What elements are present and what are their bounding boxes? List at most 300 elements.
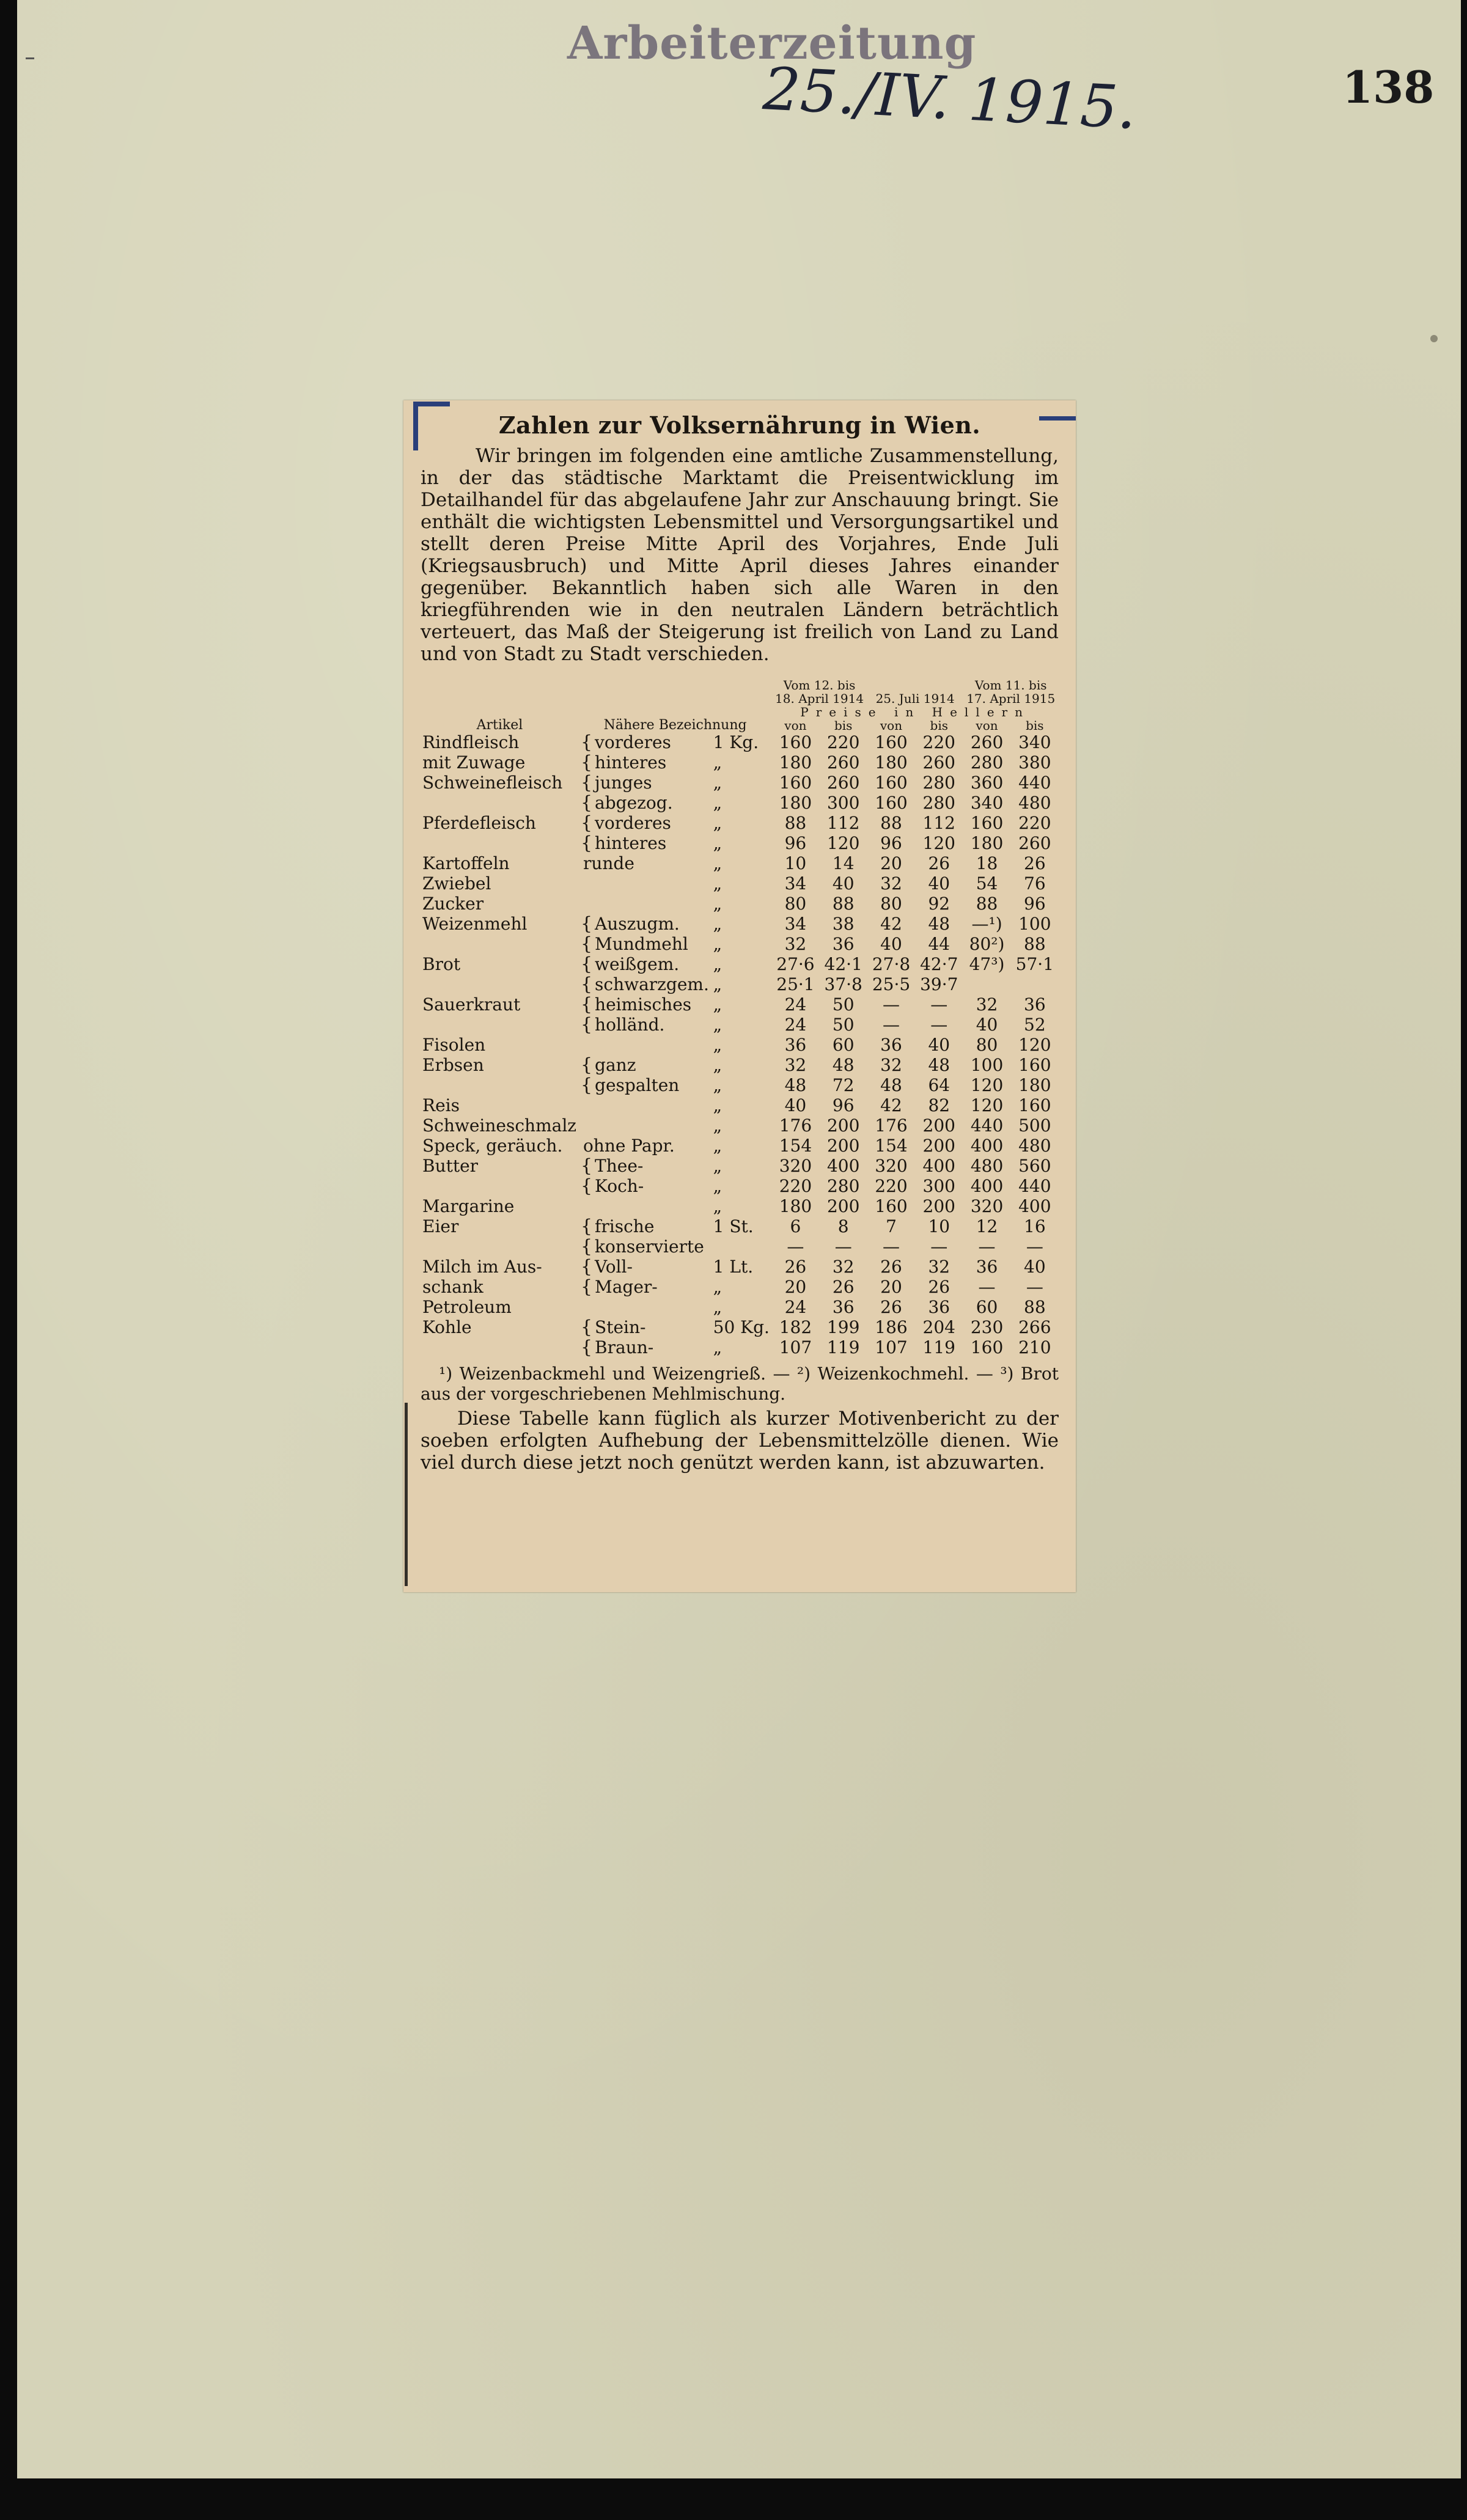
artikel-cell: Kohle <box>422 1317 472 1337</box>
article-headline: Zahlen zur Volksernährung in Wien. <box>498 411 981 439</box>
unit-cell: „ <box>713 1055 722 1075</box>
artikel-cell: Rindfleisch <box>422 732 520 752</box>
artikel-cell <box>421 1176 579 1196</box>
blue-pencil-mark <box>413 402 418 450</box>
price-cell: 60 <box>976 1297 998 1317</box>
unit-cell: „ <box>713 994 722 1015</box>
artikel-cell <box>421 1337 579 1357</box>
price-cell: 180 <box>970 833 1004 853</box>
brace-glyph: { <box>580 832 593 854</box>
unit-cell: „ <box>713 833 722 853</box>
price-cell: 260 <box>1018 833 1051 853</box>
price-cell: 100 <box>1018 914 1051 934</box>
price-cell: 280 <box>826 1176 860 1196</box>
price-cell: 20 <box>784 1277 807 1297</box>
col-artikel: Artikel <box>476 718 523 733</box>
price-cell: 40 <box>832 873 855 894</box>
unit-cell: „ <box>713 1015 722 1035</box>
price-cell: 480 <box>970 1156 1004 1176</box>
artikel-cell: Brot <box>422 954 461 974</box>
table-header-row <box>421 678 1059 705</box>
price-cell: 60 <box>832 1035 855 1055</box>
price-cell: 36 <box>784 1035 807 1055</box>
price-cell: 160 <box>779 732 812 752</box>
price-cell: — <box>1026 1236 1043 1257</box>
price-cell: 260 <box>826 773 860 793</box>
bezeichnung-text: Braun- <box>595 1337 654 1357</box>
unit-cell: „ <box>713 954 722 974</box>
price-cell: 25·1 <box>776 974 815 994</box>
table-row <box>421 1297 1059 1317</box>
unit-cell: „ <box>713 773 722 793</box>
price-cell: 16 <box>1024 1216 1046 1236</box>
table-row <box>421 873 1059 894</box>
price-cell: 88 <box>1024 1297 1046 1317</box>
bezeichnung-text: ganz <box>595 1055 636 1075</box>
price-cell: 200 <box>922 1196 955 1216</box>
price-cell: 24 <box>784 1297 807 1317</box>
brace-glyph: { <box>580 994 593 1015</box>
price-cell: 107 <box>875 1337 908 1357</box>
bezeichnung-cell <box>579 1176 711 1196</box>
artikel-cell: Speck, geräuch. <box>422 1136 563 1156</box>
price-cell: 260 <box>970 732 1004 752</box>
brace-glyph: { <box>580 772 593 793</box>
bezeichnung-cell <box>579 1115 711 1136</box>
page-number: 138 <box>1342 61 1435 113</box>
price-cell: 37·8 <box>824 974 862 994</box>
price-cell: 88 <box>976 894 998 914</box>
unit-cell: „ <box>713 853 722 873</box>
artikel-cell: Reis <box>422 1095 460 1115</box>
table-row <box>421 1257 1059 1277</box>
price-cell: 26 <box>880 1297 902 1317</box>
artikel-cell: Petroleum <box>422 1297 512 1317</box>
bezeichnung-text: gespalten <box>595 1075 680 1095</box>
unit-cell: „ <box>713 1115 722 1136</box>
price-cell: 48 <box>832 1055 855 1075</box>
price-cell: 40 <box>928 1035 950 1055</box>
unit-cell: „ <box>713 1297 722 1317</box>
price-rows <box>421 732 1059 1357</box>
price-cell: 220 <box>779 1176 812 1196</box>
price-cell: 26 <box>784 1257 807 1277</box>
price-cell: 160 <box>779 773 812 793</box>
price-cell: 180 <box>779 752 812 773</box>
price-cell: — <box>1026 1277 1043 1297</box>
price-cell: — <box>930 1236 948 1257</box>
table-row <box>421 833 1059 853</box>
price-cell: 88 <box>784 813 807 833</box>
price-cell: 88 <box>880 813 902 833</box>
price-cell: 400 <box>970 1136 1004 1156</box>
price-cell: 200 <box>826 1196 860 1216</box>
price-cell: 42·1 <box>824 954 862 974</box>
artikel-cell <box>421 1075 579 1095</box>
artikel-cell: Schweineschmalz <box>422 1115 577 1136</box>
price-cell: 88 <box>832 894 855 914</box>
price-cell: 96 <box>880 833 902 853</box>
price-cell: 34 <box>784 914 807 934</box>
artikel-cell: Schweinefleisch <box>422 773 563 793</box>
price-cell: 320 <box>779 1156 812 1176</box>
price-cell: — <box>787 1236 804 1257</box>
price-cell: 48 <box>880 1075 902 1095</box>
price-cell: 25·5 <box>872 974 911 994</box>
price-cell <box>1011 974 1059 994</box>
price-cell: 36 <box>1024 994 1046 1015</box>
preise-label: Preise in Hellern <box>800 705 1030 719</box>
price-cell: 160 <box>970 813 1004 833</box>
brace-glyph: { <box>580 974 593 995</box>
price-cell: 76 <box>1024 873 1046 894</box>
price-cell: — <box>882 1015 900 1035</box>
table-row <box>421 1156 1059 1176</box>
price-cell: 36 <box>928 1297 950 1317</box>
price-cell: 36 <box>832 1297 855 1317</box>
price-cell: 440 <box>1018 773 1051 793</box>
price-cell: 200 <box>922 1115 955 1136</box>
price-cell: 80 <box>976 1035 998 1055</box>
price-cell: 48 <box>784 1075 807 1095</box>
price-cell: 260 <box>826 752 860 773</box>
brace-glyph: { <box>580 1014 593 1035</box>
table-row <box>421 974 1059 994</box>
unit-cell: „ <box>713 1277 722 1297</box>
table-row <box>421 1015 1059 1035</box>
artikel-cell <box>421 793 579 813</box>
price-cell: 80²) <box>969 934 1005 954</box>
artikel-cell: Weizenmehl <box>422 914 528 934</box>
table-row <box>421 1075 1059 1095</box>
price-cell: 200 <box>922 1136 955 1156</box>
price-cell: 160 <box>875 1196 908 1216</box>
pencil-line <box>405 1403 408 1586</box>
price-cell: 199 <box>826 1317 860 1337</box>
bezeichnung-text: konservierte <box>595 1236 704 1257</box>
price-cell: 280 <box>922 773 955 793</box>
bezeichnung-cell <box>579 1337 711 1357</box>
bezeichnung-cell <box>579 914 711 934</box>
bezeichnung-text: hinteres <box>595 833 667 853</box>
brace-glyph: { <box>580 913 593 935</box>
artikel-cell: Erbsen <box>422 1055 484 1075</box>
price-cell: 100 <box>970 1055 1004 1075</box>
newspaper-clipping <box>403 400 1076 1592</box>
unit-cell: „ <box>713 1095 722 1115</box>
unit-cell: „ <box>713 1156 722 1176</box>
brace-glyph: { <box>580 1155 593 1177</box>
bezeichnung-text: vorderes <box>595 813 671 833</box>
artikel-cell: Sauerkraut <box>422 994 521 1015</box>
von-label: von <box>976 718 998 733</box>
unit-cell: „ <box>713 1075 722 1095</box>
price-cell: 48 <box>928 1055 950 1075</box>
price-cell: 26 <box>832 1277 855 1297</box>
col-period-3: Vom 11. bis 17. April 1915 <box>966 678 1056 706</box>
price-cell: 36 <box>880 1035 902 1055</box>
price-cell: 500 <box>1018 1115 1051 1136</box>
price-cell: 54 <box>976 873 998 894</box>
price-cell: 160 <box>875 793 908 813</box>
artikel-cell <box>421 974 579 994</box>
price-cell: 80 <box>880 894 902 914</box>
table-row <box>421 752 1059 773</box>
brace-glyph: { <box>580 1074 593 1096</box>
price-cell: 10 <box>928 1216 950 1236</box>
table-row <box>421 1216 1059 1236</box>
price-cell: 26 <box>928 853 950 873</box>
brace-glyph: { <box>580 1276 593 1298</box>
bezeichnung-cell <box>579 1236 711 1257</box>
price-cell: 400 <box>826 1156 860 1176</box>
artikel-cell: Eier <box>422 1216 459 1236</box>
col-period-2: 25. Juli 1914 <box>875 691 955 706</box>
bezeichnung-cell <box>579 853 711 873</box>
bezeichnung-text: Mager- <box>595 1277 658 1297</box>
von-label: von <box>784 718 807 733</box>
unit-cell: „ <box>713 873 722 894</box>
artikel-cell <box>421 934 579 954</box>
price-cell: 220 <box>875 1176 908 1196</box>
price-cell: 18 <box>976 853 998 873</box>
bezeichnung-text: schwarzgem. <box>595 974 709 994</box>
bezeichnung-text: Mundmehl <box>595 934 688 954</box>
blue-pencil-mark-top <box>413 402 450 406</box>
price-cell: — <box>978 1236 996 1257</box>
unit-cell: „ <box>713 1196 722 1216</box>
bezeichnung-cell <box>579 773 711 793</box>
bezeichnung-cell <box>579 1156 711 1176</box>
artikel-cell <box>421 833 579 853</box>
unit-cell: 1 Kg. <box>713 732 759 752</box>
paper-spot <box>1430 335 1438 342</box>
table-row <box>421 954 1059 974</box>
price-cell: 80 <box>784 894 807 914</box>
price-cell: 88 <box>1024 934 1046 954</box>
price-cell: 20 <box>880 1277 902 1297</box>
newspaper-stamp: Arbeiterzeitung <box>567 17 977 70</box>
bezeichnung-cell <box>579 954 711 974</box>
table-row <box>421 732 1059 752</box>
bezeichnung-text: runde <box>583 853 634 873</box>
artikel-cell: Kartoffeln <box>422 853 510 873</box>
price-cell: 200 <box>826 1115 860 1136</box>
table-row <box>421 793 1059 813</box>
bezeichnung-cell <box>579 732 711 752</box>
brace-glyph: { <box>580 732 593 753</box>
price-cell: 6 <box>790 1216 801 1236</box>
price-cell: 72 <box>832 1075 855 1095</box>
bezeichnung-text: abgezog. <box>595 793 673 813</box>
bezeichnung-cell <box>579 1277 711 1297</box>
price-cell: 480 <box>1018 1136 1051 1156</box>
price-cell: 260 <box>922 752 955 773</box>
price-cell: 360 <box>970 773 1004 793</box>
price-cell: 50 <box>832 994 855 1015</box>
price-cell: 52 <box>1024 1015 1046 1035</box>
table-row <box>421 894 1059 914</box>
price-cell: 119 <box>922 1337 955 1357</box>
price-cell: 40 <box>1024 1257 1046 1277</box>
table-row <box>421 1196 1059 1216</box>
article-intro: Wir bringen im folgenden eine amtliche Zusammenstellung, in der das städtische Marktamt die Preisentwicklung im Detailhandel für das abgelaufene Jahr zur Anschauung bringt. Sie enthält die wichtigsten Lebensmittel und Versorgungsartikel und stellt deren Preise Mitte April des Vorjahres, Ende Juli (Kriegsausbruch) und Mitte April dieses Jahres einander gegenüber. Bekanntlich haben sich alle Waren in den kriegführenden wie in den neutralen Ländern beträchtlich verteuert, das Maß der Steigerung ist freilich von Land zu Land und von Stadt zu Stadt verschieden. <box>421 445 1059 665</box>
price-cell: 92 <box>928 894 950 914</box>
price-cell: 120 <box>922 833 955 853</box>
bezeichnung-cell <box>579 1136 711 1156</box>
price-cell: 176 <box>875 1115 908 1136</box>
artikel-cell: Fisolen <box>422 1035 486 1055</box>
bezeichnung-cell <box>579 934 711 954</box>
price-cell: 57·1 <box>1015 954 1054 974</box>
table-row <box>421 1095 1059 1115</box>
price-cell: 82 <box>928 1095 950 1115</box>
table-row <box>421 1035 1059 1055</box>
price-cell: 186 <box>875 1317 908 1337</box>
price-cell: 26 <box>880 1257 902 1277</box>
col-period-1: Vom 12. bis 18. April 1914 <box>775 678 864 706</box>
price-cell: 160 <box>875 732 908 752</box>
unit-cell: „ <box>713 1136 722 1156</box>
artikel-cell: Butter <box>422 1156 479 1176</box>
price-cell: 112 <box>922 813 955 833</box>
price-cell: 32 <box>784 934 807 954</box>
brace-glyph: { <box>580 1216 593 1237</box>
price-cell: 220 <box>922 732 955 752</box>
price-cell: 20 <box>880 853 902 873</box>
brace-glyph: { <box>580 792 593 814</box>
price-cell: 32 <box>928 1257 950 1277</box>
price-cell: 40 <box>928 873 950 894</box>
artikel-cell: Margarine <box>422 1196 515 1216</box>
brace-glyph: { <box>580 1236 593 1257</box>
bezeichnung-cell <box>579 1196 711 1216</box>
price-cell: — <box>882 994 900 1015</box>
price-cell: 180 <box>779 1196 812 1216</box>
price-cell: 32 <box>880 873 902 894</box>
table-row <box>421 1055 1059 1075</box>
blue-pencil-mark-right <box>1039 416 1076 421</box>
bezeichnung-text: vorderes <box>595 732 671 752</box>
price-cell: 32 <box>832 1257 855 1277</box>
table-row <box>421 1317 1059 1337</box>
brace-glyph: { <box>580 812 593 834</box>
price-cell: 180 <box>875 752 908 773</box>
bezeichnung-cell <box>579 1095 711 1115</box>
price-cell: — <box>930 994 948 1015</box>
price-cell: 220 <box>1018 813 1051 833</box>
brace-glyph: { <box>580 1175 593 1197</box>
bezeichnung-text: Voll- <box>595 1257 633 1277</box>
bezeichnung-cell <box>579 1075 711 1095</box>
price-cell: 24 <box>784 994 807 1015</box>
price-cell: 42·7 <box>920 954 958 974</box>
price-cell: 42 <box>880 1095 902 1115</box>
price-cell: 480 <box>1018 793 1051 813</box>
table-row <box>421 1136 1059 1156</box>
bezeichnung-text: Koch- <box>595 1176 644 1196</box>
price-cell: 42 <box>880 914 902 934</box>
price-cell: 300 <box>922 1176 955 1196</box>
bezeichnung-text: Thee- <box>595 1156 644 1176</box>
price-cell: 24 <box>784 1015 807 1035</box>
price-cell: 48 <box>928 914 950 934</box>
footnotes: ¹) Weizenbackmehl und Weizengrieß. — ²) Weizenkochmehl. — ³) Brot aus der vorgeschriebenen Mehlmischung. <box>421 1364 1059 1404</box>
bezeichnung-text: Auszugm. <box>595 914 680 934</box>
price-cell: 14 <box>832 853 855 873</box>
price-cell: 96 <box>832 1095 855 1115</box>
artikel-cell <box>421 1015 579 1035</box>
margin-mark <box>26 57 34 59</box>
von-label: von <box>880 718 903 733</box>
unit-cell <box>711 1236 772 1257</box>
price-cell: 96 <box>1024 894 1046 914</box>
bezeichnung-cell <box>579 833 711 853</box>
price-cell: 320 <box>970 1196 1004 1216</box>
price-cell: 220 <box>826 732 860 752</box>
price-cell: 400 <box>970 1176 1004 1196</box>
unit-cell: „ <box>713 974 722 994</box>
price-cell: 120 <box>826 833 860 853</box>
price-cell: 280 <box>922 793 955 813</box>
bezeichnung-cell <box>579 894 711 914</box>
bezeichnung-cell <box>579 813 711 833</box>
bis-label: bis <box>930 718 948 733</box>
price-cell: 36 <box>832 934 855 954</box>
price-cell: 12 <box>976 1216 998 1236</box>
price-cell: 182 <box>779 1317 812 1337</box>
price-cell: 47³) <box>969 954 1005 974</box>
price-cell: 40 <box>976 1015 998 1035</box>
price-cell: 160 <box>1018 1055 1051 1075</box>
bezeichnung-cell <box>579 1257 711 1277</box>
brace-glyph: { <box>580 1337 593 1358</box>
bezeichnung-text: holländ. <box>595 1015 665 1035</box>
bezeichnung-cell <box>579 1317 711 1337</box>
brace-glyph: { <box>580 933 593 955</box>
price-cell: 8 <box>837 1216 849 1236</box>
price-cell: 120 <box>970 1075 1004 1095</box>
unit-cell: „ <box>713 793 722 813</box>
bezeichnung-text: junges <box>595 773 652 793</box>
price-cell: 10 <box>784 853 807 873</box>
price-cell: 44 <box>928 934 950 954</box>
table-row <box>421 1236 1059 1257</box>
price-cell: 40 <box>880 934 902 954</box>
price-cell: 40 <box>784 1095 807 1115</box>
price-cell: 280 <box>970 752 1004 773</box>
unit-cell: „ <box>713 894 722 914</box>
price-cell: 300 <box>826 793 860 813</box>
price-cell: 176 <box>779 1115 812 1136</box>
price-cell: 440 <box>970 1115 1004 1136</box>
price-cell: 27·6 <box>776 954 815 974</box>
table-row <box>421 1115 1059 1136</box>
bezeichnung-text: hinteres <box>595 752 667 773</box>
price-cell: 160 <box>1018 1095 1051 1115</box>
price-cell: 210 <box>1018 1337 1051 1357</box>
price-cell: — <box>834 1236 852 1257</box>
price-cell: 230 <box>970 1317 1004 1337</box>
artikel-cell <box>421 1236 579 1257</box>
price-cell: 112 <box>826 813 860 833</box>
artikel-cell: Milch im Aus- <box>422 1257 542 1277</box>
price-cell: 340 <box>970 793 1004 813</box>
unit-cell: „ <box>713 1337 722 1357</box>
bezeichnung-cell <box>579 1055 711 1075</box>
artikel-cell: schank <box>422 1277 483 1297</box>
price-cell: 7 <box>886 1216 897 1236</box>
